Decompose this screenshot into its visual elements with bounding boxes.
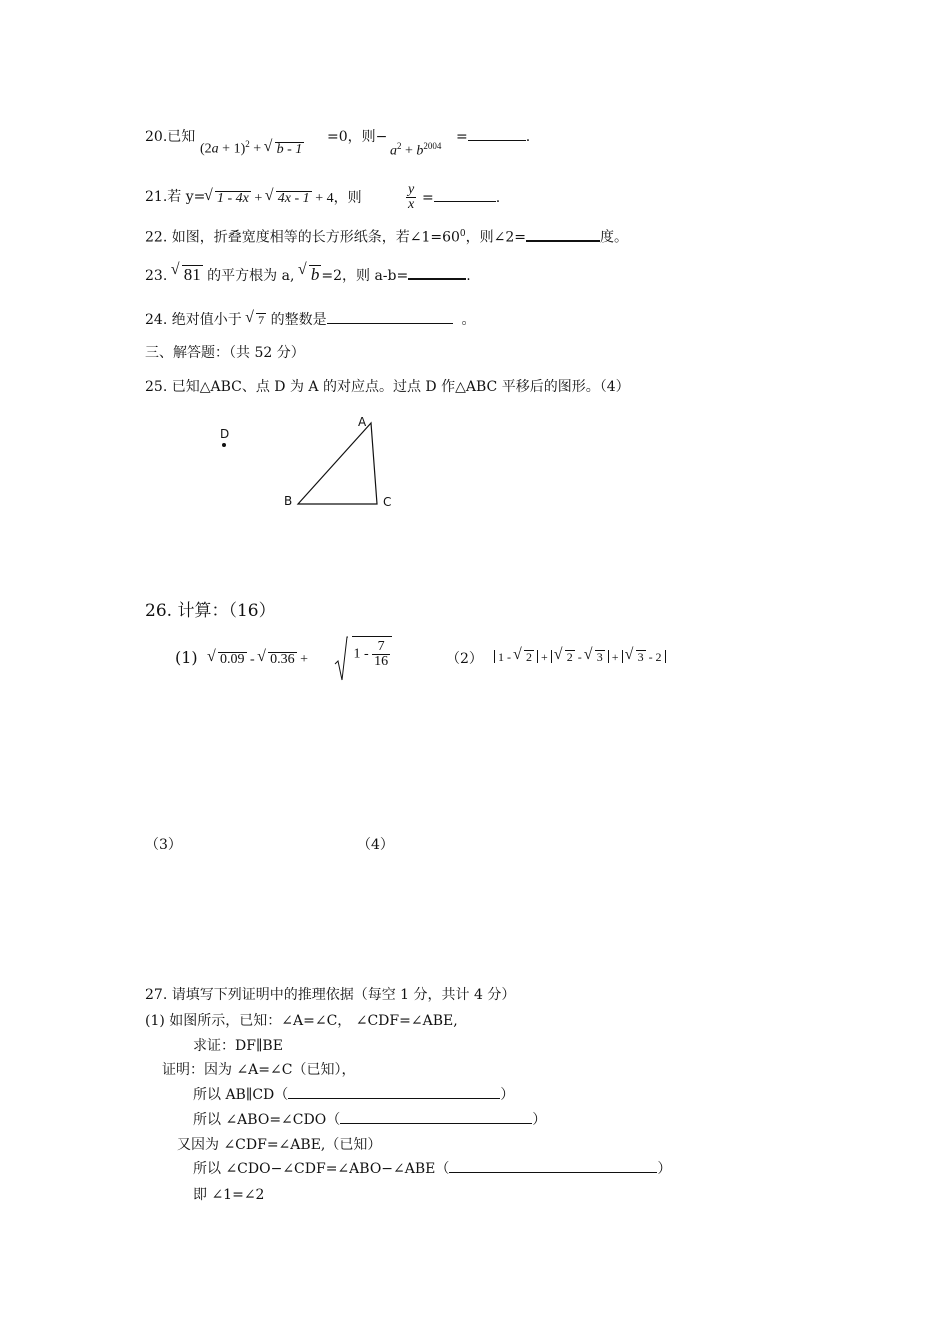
label-a: A: [358, 415, 367, 429]
question-25: 25. 已知△ABC、点 D 为 A 的对应点。过点 D 作△ABC 平移后的图形。（4）: [145, 379, 630, 395]
q26-part-1: (1): [175, 648, 198, 667]
question-22: 22. 如图，折叠宽度相等的长方形纸条，若$\angle 1=60^0$，则∠2= 度。: [145, 229, 629, 246]
q23-sqrt1: √ 81: [172, 265, 203, 283]
q21-expression: √ 1 - 4x + √ 4x - 1 + 4，则: [205, 191, 362, 206]
q20-lead: 20.已知: [145, 129, 196, 145]
q20-expression: $(2a + 1)^2$ + √ b - 1: [200, 140, 304, 157]
q23-sqrt2: √ b: [299, 265, 322, 283]
q20-answer: = .: [456, 129, 531, 145]
q27-line-8: 即 ∠1=∠2: [193, 1187, 265, 1203]
q21-sqrt2: √ 4x - 1: [266, 191, 312, 206]
q21-answer: = .: [422, 190, 501, 206]
q26-part-2-expression: 1 - √ 2 + √ 2 - √ 3 + √ 3 - 2: [494, 650, 666, 663]
q27-blank-3[interactable]: [449, 1172, 657, 1173]
label-d: D: [220, 427, 230, 441]
triangle-abc: [298, 423, 377, 504]
q27-line-3: 证明：因为 ∠A=∠C（已知），: [162, 1062, 356, 1078]
question-26-title: 26. 计算：（16）: [145, 601, 276, 621]
q27-line-4: 所以 AB∥CD（ ）: [193, 1087, 515, 1103]
q27-line-1: (1) 如图所示，已知：∠A=∠C， ∠CDF=∠ABE,: [145, 1013, 458, 1029]
q20-ab-expression: $a^2 + b^{2004}$: [390, 141, 442, 159]
q22-answer-blank[interactable]: [526, 240, 600, 242]
q23-answer-blank[interactable]: [408, 278, 466, 280]
section-3-heading: 三、解答题：（共 52 分）: [145, 345, 305, 361]
question-21: 21.若 y=: [145, 189, 206, 205]
q24-sqrt: √ 7: [246, 313, 266, 326]
q21-fraction: $\frac{y}{x}$: [408, 182, 415, 212]
question-24: 24. 绝对值小于 √ 7 的整数是 。: [145, 313, 476, 327]
label-b: B: [284, 494, 293, 508]
question-27-title: 27. 请填写下列证明中的推理依据（每空 1 分，共计 4 分）: [145, 987, 516, 1003]
q26-part-1-expression: √ 0.09 - √ 0.36 +: [208, 652, 308, 667]
label-c: C: [383, 495, 392, 509]
q27-blank-2[interactable]: [340, 1123, 532, 1124]
q26-part-3: （3）: [145, 837, 182, 853]
q27-line-2: 求证：DF∥BE: [193, 1038, 283, 1054]
q27-line-5: 所以 ∠ABO=∠CDO（ ）: [193, 1112, 547, 1128]
q26-part-4: （4）: [357, 837, 394, 853]
q27-line-6: 又因为 ∠CDF=∠ABE,（已知）: [177, 1137, 382, 1153]
q27-blank-1[interactable]: [288, 1098, 500, 1099]
q20-eq0: =0，则−: [327, 129, 388, 145]
q26-part-2: （2）: [446, 651, 483, 667]
question-20: [145, 130, 195, 144]
q21-sqrt1: √ 1 - 4x: [205, 191, 251, 206]
triangle-figure: [200, 405, 420, 525]
q24-answer-blank[interactable]: [327, 323, 453, 324]
point-d: [222, 443, 226, 447]
q27-line-7: 所以 ∠CDO−∠CDF=∠ABO−∠ABE（ ）: [193, 1161, 672, 1177]
q26-part-1-big-sqrt: 1 - $\frac{7}{16}$: [334, 636, 392, 682]
q20-sqrt: √ b - 1: [265, 142, 305, 157]
big-radical-icon: [334, 636, 348, 682]
question-23: 23. √ 81 的平方根为 a, √ b =2，则 a-b= .: [145, 265, 471, 283]
q20-answer-blank[interactable]: [468, 140, 526, 141]
q21-answer-blank[interactable]: [434, 201, 496, 202]
